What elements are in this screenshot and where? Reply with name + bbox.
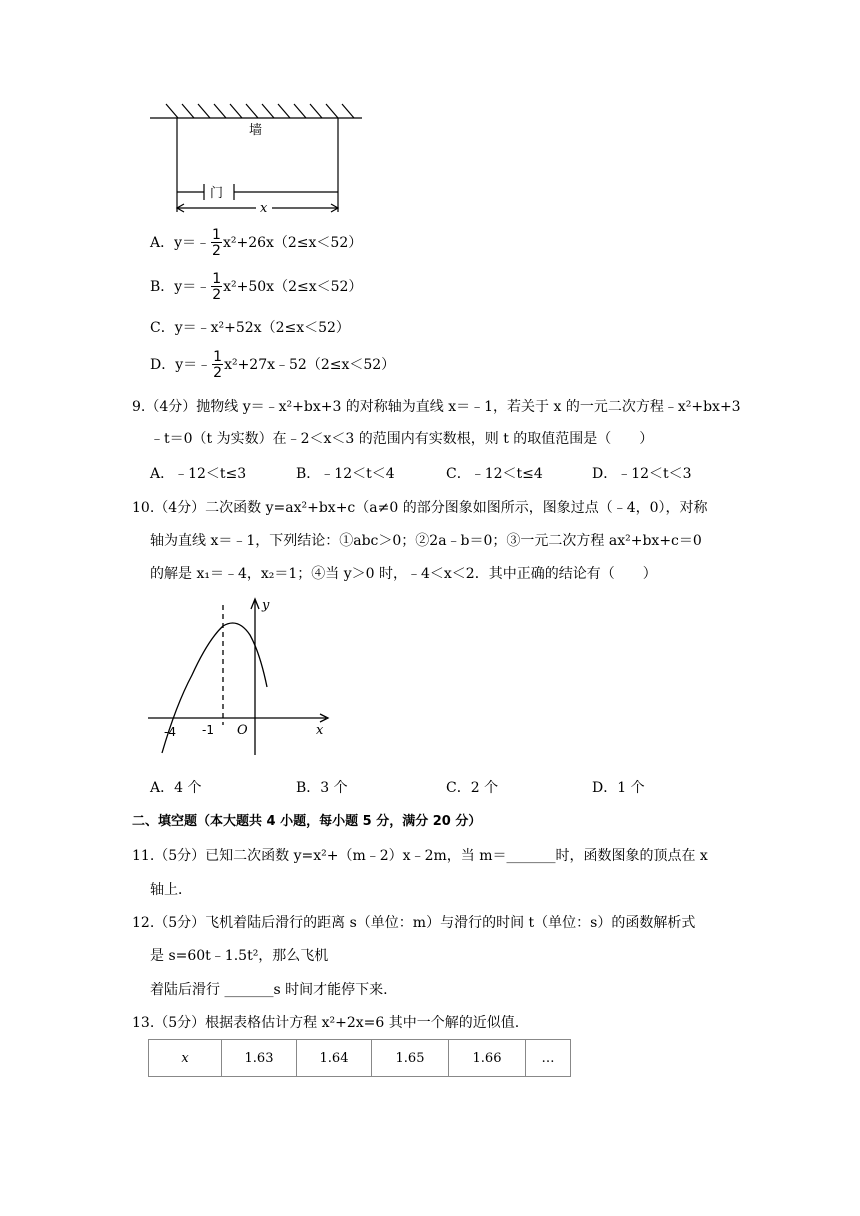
q9-option-d: D．﹣12＜t＜3 — [592, 466, 692, 482]
wall-door-figure — [148, 100, 368, 216]
q12-line-1: 12.（5分）飞机着陆后滑行的距离 s（单位：m）与滑行的时间 t（单位：s）的函数解析式 — [132, 915, 696, 931]
section-heading: 二、填空题（本大题共 4 小题，每小题 5 分，满分 20 分） — [132, 814, 482, 829]
y-axis-label: y — [262, 598, 270, 613]
q8-option-a: A．y＝﹣ $\frac{1}{2}$ x²+26x（2≤x＜52） — [150, 227, 363, 259]
q9-option-b: B．﹣12＜t＜4 — [296, 466, 395, 482]
parabola-graph — [140, 595, 340, 765]
q12-line-3: 着陆后滑行 _______s 时间才能停下来. — [150, 982, 388, 998]
q9-option-c: C．﹣12＜t≤4 — [446, 466, 543, 482]
table-row — [149, 1040, 571, 1077]
table-cell: 1.64 — [297, 1040, 372, 1077]
q10-line-1: 10.（4分）二次函数 y=ax²+bx+c（a≠0 的部分图象如图所示，图象过点（﹣4，0），对称 — [132, 500, 708, 516]
q9-option-a: A．﹣12＜t≤3 — [150, 466, 247, 482]
wall-label: 墙 — [249, 123, 263, 138]
door-label: 门 — [210, 186, 224, 201]
q10-line-3: 的解是 x₁＝﹣4，x₂＝1；④当 y＞0 时，﹣4＜x＜2．其中正确的结论有（ ） — [150, 566, 657, 582]
tick-minus-1: -1 — [202, 723, 214, 737]
table-cell: 1.65 — [372, 1040, 449, 1077]
q8-option-d: D．y＝﹣ $\frac{1}{2}$ x²+27x﹣52（2≤x＜52） — [150, 349, 396, 381]
width-x-label: x — [260, 201, 268, 216]
q10-option-c: C．2 个 — [446, 780, 499, 796]
table-cell: x — [149, 1040, 222, 1077]
q11-line-2: 轴上． — [150, 882, 192, 898]
q9-line-2: ﹣t＝0（t 为实数）在﹣2＜x＜3 的范围内有实数根，则 t 的取值范围是（ ） — [150, 431, 654, 447]
table-cell: … — [526, 1040, 571, 1077]
q10-option-d: D．1 个 — [592, 780, 645, 796]
q13-line-1: 13.（5分）根据表格估计方程 x²+2x=6 其中一个解的近似值. — [132, 1015, 520, 1031]
table-cell: 1.66 — [449, 1040, 526, 1077]
origin-label: O — [237, 723, 248, 738]
x-axis-label: x — [316, 723, 324, 738]
q10-option-a: A．4 个 — [150, 780, 202, 796]
value-table — [148, 1039, 571, 1077]
tick-minus-4: -4 — [164, 725, 176, 739]
q11-line-1: 11.（5分）已知二次函数 y=x²+（m﹣2）x﹣2m，当 m＝_______时，函数图象的顶点在 x — [132, 848, 708, 864]
q10-option-b: B．3 个 — [296, 780, 348, 796]
q8-option-b: B．y＝﹣ $\frac{1}{2}$ x²+50x（2≤x＜52） — [150, 271, 363, 303]
q12-line-2: 是 s=60t﹣1.5t²，那么飞机 — [150, 948, 329, 964]
q8-option-c: C．y＝﹣x²+52x（2≤x＜52） — [150, 320, 350, 336]
q10-line-2: 轴为直线 x＝﹣1，下列结论：①abc＞0；②2a﹣b＝0；③一元二次方程 ax²+bx+c＝0 — [150, 533, 702, 549]
q9-line-1: 9.（4分）抛物线 y＝﹣x²+bx+3 的对称轴为直线 x＝﹣1，若关于 x 的一元二次方程﹣x²+bx+3 — [132, 399, 741, 415]
table-cell: 1.63 — [222, 1040, 297, 1077]
